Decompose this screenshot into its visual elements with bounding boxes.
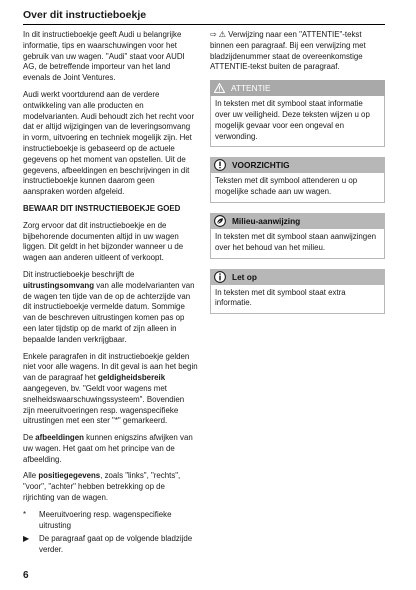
text-run: van alle modelvarianten van de wagen ten tijde van de op de achterzijde van dit instructieboekje vermelde datum. Sommige van de beschreven uitrustingen komen pas op een later tijdstip op de markt of zijn alleen in bepaalde landen verkrijgbaar. <box>23 280 195 344</box>
callout-title: Milieu-aanwijzing <box>232 215 301 226</box>
callout-attentie <box>210 80 385 147</box>
legend-item-star <box>23 510 198 532</box>
callout-voorzichtig <box>210 157 385 203</box>
callout-text: In teksten met dit symbool staat informatie over uw veiligheid. Deze teksten wijzen u op mogelijk gevaar voor een ongeval en verwonding. <box>210 96 385 147</box>
keep-paragraph: Zorg ervoor dat dit instructieboekje en de bijbehorende documenten altijd in uw wagen liggen. Dit geldt in het bijzonder wanneer u de wagen aan anderen uitleent of verkoopt. <box>23 220 184 263</box>
exclamation-circle-icon <box>214 159 226 171</box>
bold-term: afbeeldingen <box>35 433 84 443</box>
triangle-right-icon: ▶ <box>23 534 30 544</box>
callout-header <box>210 269 385 285</box>
callout-text: In teksten met dit symbool staat extra informatie. <box>210 285 385 315</box>
leaf-icon <box>214 215 226 227</box>
right-column <box>210 30 385 324</box>
legend-text: De paragraaf gaat op de volgende bladzijde verder. <box>39 534 193 555</box>
info-circle-icon <box>214 271 226 283</box>
callout-header <box>210 213 385 229</box>
text-run: Alle <box>23 471 39 481</box>
text-run: Dit instructieboekje beschrijft de <box>23 269 135 279</box>
attention-reference-paragraph: ⇨ ⚠ Verwijzing naar een "ATTENTIE"-tekst binnen een paragraaf. Bij een verwijzing met bladzijdenummer staat de overeenkomstige ATTENTIE-tekst buiten de paragraaf. <box>210 30 366 72</box>
callout-title: ATTENTIE <box>231 83 271 94</box>
callout-title: VOORZICHTIG <box>232 160 290 171</box>
legend-item-continue <box>23 534 198 556</box>
warning-triangle-icon <box>214 83 225 93</box>
validity-paragraph <box>23 352 198 428</box>
text-run: aangegeven, bv. "Geldt voor wagens met snelheidswaarschuwingssysteem". Bovendien zijn meeruitvoeringen resp. wagenspecifieke uitrustingen met een ster "*" gemarkeerd. <box>23 383 185 426</box>
intro-paragraph: In dit instructieboekje geeft Audi u belangrijke informatie, tips en waarschuwingen voor het gebruik van uw wagen. "Audi" staat voor AUDI AG, de betreffende importeur van het land evenals de Joint Ventures. <box>23 30 185 83</box>
legend-text: Meeruitvoering resp. wagenspecifieke uitrusting <box>39 509 172 530</box>
page-number: 6 <box>23 570 29 581</box>
position-paragraph <box>23 471 198 503</box>
text-run: , zoals "links", "rechts", "voor", "achter" hebben betrekking op de rijrichting van de wagen. <box>23 471 181 503</box>
page-header <box>23 6 385 25</box>
text-run: Enkele paragrafen in dit instructieboekje gelden niet voor alle wagens. In dit geval is aan het begin van de paragraaf het <box>23 351 198 383</box>
callout-header <box>210 157 385 173</box>
text-run: kunnen enigszins afwijken van uw wagen. Het gaat om het principe van de afbeelding. <box>23 433 193 464</box>
left-column <box>23 30 198 559</box>
callout-let-op <box>210 269 385 315</box>
bold-term: uitrustingsomvang <box>23 280 95 290</box>
development-paragraph: Audi werkt voortdurend aan de verdere ontwikkeling van alle producten en modelvarianten. Audi behoudt zich het recht voor dat er altijd wijzigingen van de leveringsomvang in vorm, uitvoering en techniek mogelijk zijn. Het instructieboekje is gebaseerd op de actuele gegevens op het moment van opstellen. Uit de gegevens, afbeeldingen en beschrijvingen in dit instructieboekje kunnen daarom geen aanspraken worden afgeleid. <box>23 89 195 197</box>
text-run: De <box>23 433 36 443</box>
callout-text: Teksten met dit symbool attenderen u op mogelijke schade aan uw wagen. <box>210 173 385 203</box>
section-heading: BEWAAR DIT INSTRUCTIEBOEKJE GOED <box>23 203 181 213</box>
callout-milieu <box>210 213 385 259</box>
callout-text: In teksten met dit symbool staan aanwijzingen over het behoud van het milieu. <box>210 229 385 259</box>
callout-title: Let op <box>232 271 257 282</box>
images-paragraph <box>23 433 198 465</box>
page-header-title: Over dit instructieboekje <box>23 9 147 21</box>
bold-term: positiegegevens <box>38 471 101 481</box>
bold-term: geldigheidsbereik <box>98 373 166 383</box>
star-marker: * <box>23 509 27 519</box>
equipment-paragraph <box>23 270 198 346</box>
callout-header <box>210 80 385 96</box>
